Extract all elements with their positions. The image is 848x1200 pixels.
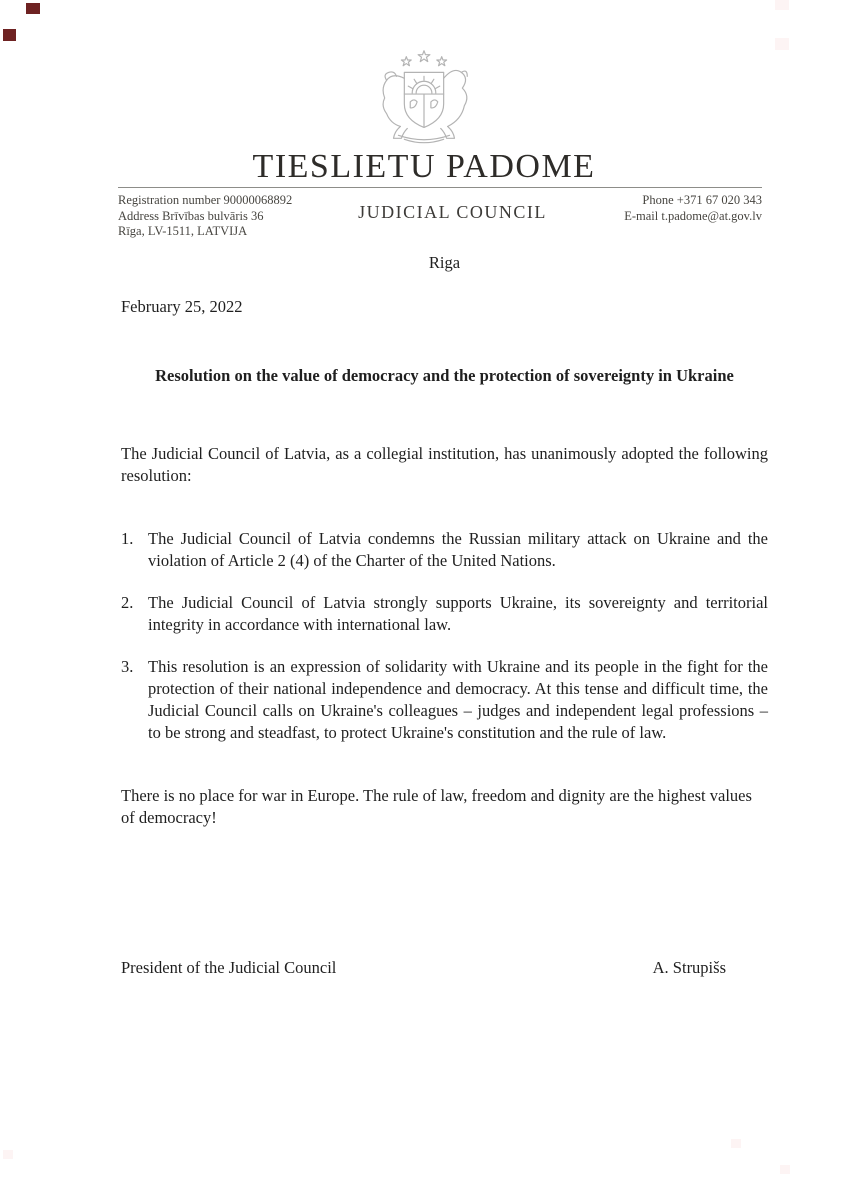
- resolution-list: [121, 528, 768, 744]
- scan-mark: [3, 1150, 13, 1159]
- signature-row: [121, 957, 768, 979]
- document-title: Resolution on the value of democracy and the protection of sovereignty in Ukraine: [155, 366, 734, 385]
- coat-of-arms-latvia-icon: [0, 48, 848, 144]
- signature-name: A. Strupišs: [652, 958, 726, 977]
- intro-paragraph: The Judicial Council of Latvia, as a collegial institution, has unanimously adopted the following resolution:: [121, 444, 768, 485]
- place-line: Riga: [428, 253, 461, 272]
- scan-mark: [775, 0, 789, 10]
- document-body: [121, 252, 768, 979]
- org-name-latvian: TIESLIETU PADOME: [252, 148, 596, 185]
- letterhead-address-block: [118, 193, 333, 240]
- letterhead-contact-block: [572, 193, 762, 224]
- email-address: E-mail t.padome@at.gov.lv: [624, 208, 762, 223]
- item-text: The Judicial Council of Latvia strongly supports Ukraine, its sovereignty and territorial integrity in accordance with international law.: [148, 593, 768, 634]
- signature-role: President of the Judicial Council: [121, 958, 337, 977]
- item-text: This resolution is an expression of solidarity with Ukraine and its people in the fight for the protection of their national independence and democracy. At this tense and difficult time, the Judicial Council calls on Ukraine's colleagues – judges and independent legal professions – to be strong and steadfast, to protect Ukraine's constitution and the rule of law.: [148, 657, 768, 742]
- closing-paragraph: There is no place for war in Europe. The rule of law, freedom and dignity are the highest values of democracy!: [121, 786, 752, 827]
- scan-mark: [780, 1165, 790, 1174]
- letterhead-info-row: [118, 193, 762, 240]
- item-number: 1.: [121, 529, 134, 548]
- phone-number: Phone +371 67 020 343: [642, 193, 762, 207]
- item-text: The Judicial Council of Latvia condemns the Russian military attack on Ukraine and the violation of Article 2 (4) of the Charter of the United Nations.: [148, 529, 768, 570]
- resolution-item: [121, 528, 768, 572]
- item-number: 3.: [121, 657, 134, 676]
- scan-mark: [3, 29, 16, 41]
- address-line: Address Brīvības bulvāris 36: [118, 208, 264, 223]
- resolution-item: [121, 656, 768, 744]
- address-city: Rīga, LV-1511, LATVIJA: [118, 224, 248, 238]
- resolution-item: [121, 592, 768, 636]
- letterhead-divider: [118, 187, 762, 188]
- scan-mark: [26, 3, 40, 14]
- item-number: 2.: [121, 593, 134, 612]
- org-name-english: JUDICIAL COUNCIL: [358, 202, 547, 222]
- registration-number: Registration number 90000068892: [118, 193, 293, 207]
- date-line: February 25, 2022: [121, 297, 243, 316]
- scan-mark: [731, 1139, 741, 1148]
